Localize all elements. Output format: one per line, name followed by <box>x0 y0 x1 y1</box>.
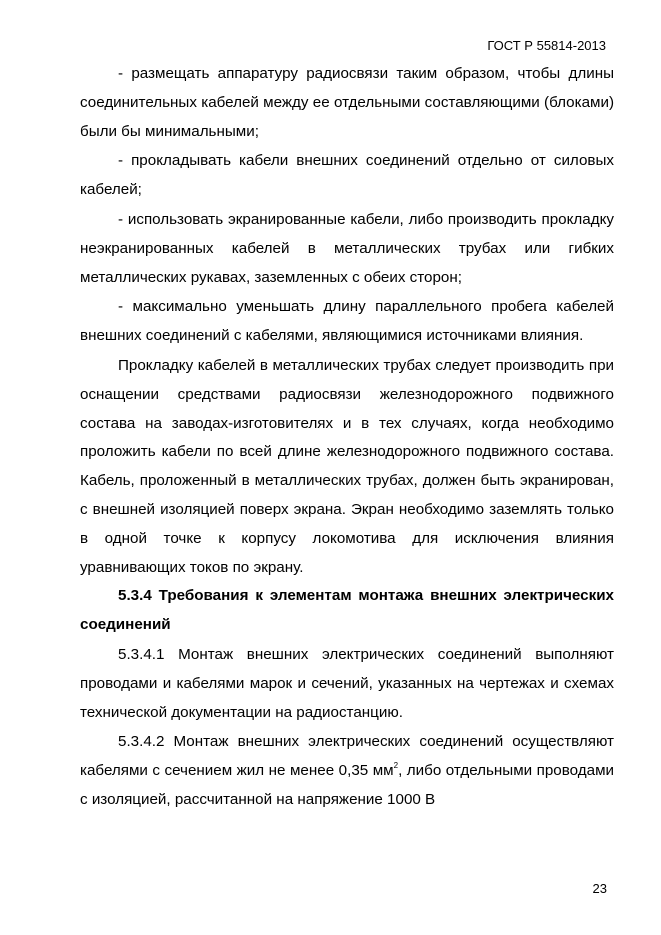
list-item: - прокладывать кабели внешних соединений отдельно от силовых кабелей; <box>80 152 614 199</box>
clause-text-continued: , либо отдельными проводами с изоляцией, рассчитанной на напряжение 1000 В <box>80 762 615 808</box>
body-paragraph: Прокладку кабелей в металлических трубах следует производить при оснащении средствами радиосвязи железнодорожного подвижного состава на заводах-изготовителях и в тех случаях, когда необходимо проложить кабели по всей длине железнодорожного подвижного состава. Кабель, проложенный в металлических трубах, должен быть экранирован, с внешней изоляцией поверх экрана. Экран необходимо заземлять только в одной точке к корпусу локомотива для исключения влияния уравнивающих токов по экрану. <box>80 356 614 576</box>
document-body <box>80 60 614 816</box>
document-code-header: ГОСТ Р 55814-2013 <box>487 38 606 53</box>
page-number: 23 <box>592 881 607 896</box>
list-item: - размещать аппаратуру радиосвязи таким образом, чтобы длины соединительных кабелей между ее отдельными составляющими (блоками) были бы минимальными; <box>80 65 614 140</box>
superscript: 2 <box>393 761 399 771</box>
clause-text: 5.3.4.2 Монтаж внешних электрических соединений осуществляют кабелями с сечением жил не менее 0,35 мм <box>80 733 614 780</box>
clause-paragraph <box>80 728 614 814</box>
list-item: - максимально уменьшать длину параллельного пробега кабелей внешних соединений с кабелями, являющимися источниками влияния. <box>80 298 614 345</box>
section-heading: 5.3.4 Требования к элементам монтажа внешних электрических соединений <box>80 587 614 634</box>
list-item: - использовать экранированные кабели, либо производить прокладку неэкранированных кабелей в металлических трубах или гибких металлических рукавах, заземленных с обеих сторон; <box>80 210 614 286</box>
clause-paragraph: 5.3.4.1 Монтаж внешних электрических соединений выполняют проводами и кабелями марок и сечений, указанных на чертежах и схемах технической документации на радиостанцию. <box>80 645 614 721</box>
